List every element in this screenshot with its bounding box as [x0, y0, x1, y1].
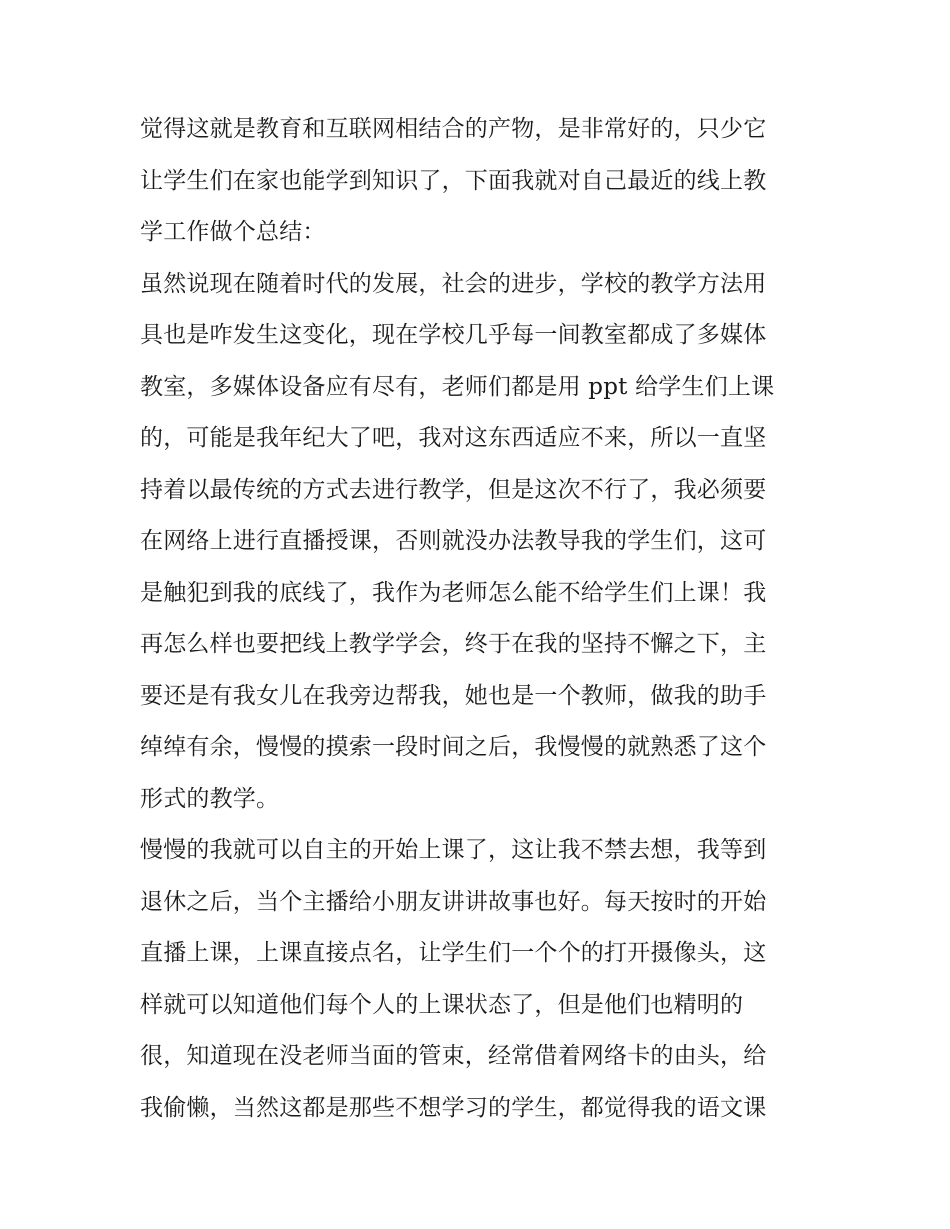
text-line: 的，可能是我年纪大了吧，我对这东西适应不来，所以一直坚 — [140, 425, 767, 451]
text-line: 持着以最传统的方式去进行教学，但是这次不行了，我必须要 — [140, 476, 767, 503]
text-line: 慢慢的我就可以自主的开始上课了，这让我不禁去想，我等到 — [140, 837, 767, 863]
text-line: 再怎么样也要把线上教学学会，终于在我的坚持不懈之下，主 — [140, 631, 767, 657]
body-text — [140, 104, 820, 1134]
text-line: 样就可以知道他们每个人的上课状态了，但是他们也精明的 — [140, 991, 744, 1018]
text-line: 教室，多媒体设备应有尽有，老师们都是用 ppt 给学生们上课 — [140, 373, 775, 400]
text-line: 虽然说现在随着时代的发展，社会的进步，学校的教学方法用 — [140, 270, 767, 297]
text-line: 是触犯到我的底线了，我作为老师怎么能不给学生们上课！我 — [140, 579, 767, 606]
text-line: 我偷懒，当然这都是那些不想学习的学生，都觉得我的语文课 — [140, 1094, 767, 1121]
text-line: 具也是咋发生这变化，现在学校几乎每一间教室都成了多媒体 — [140, 322, 767, 348]
text-line: 形式的教学。 — [140, 785, 280, 812]
text-line: 觉得这就是教育和互联网相结合的产物，是非常好的，只少它 — [140, 116, 767, 142]
text-line: 在网络上进行直播授课，否则就没办法教导我的学生们，这可 — [140, 528, 767, 554]
text-line: 要还是有我女儿在我旁边帮我，她也是一个教师，做我的助手 — [140, 682, 767, 709]
text-line: 绰绰有余，慢慢的摸索一段时间之后，我慢慢的就熟悉了这个 — [140, 734, 767, 760]
text-line: 让学生们在家也能学到知识了，下面我就对自己最近的线上教 — [140, 167, 767, 194]
text-line: 很，知道现在没老师当面的管束，经常借着网络卡的由头，给 — [140, 1043, 767, 1069]
text-line: 退休之后，当个主播给小朋友讲讲故事也好。每天按时的开始 — [140, 888, 767, 915]
text-line: 学工作做个总结： — [140, 219, 326, 245]
text-line: 直播上课，上课直接点名，让学生们一个个的打开摄像头，这 — [140, 940, 767, 966]
